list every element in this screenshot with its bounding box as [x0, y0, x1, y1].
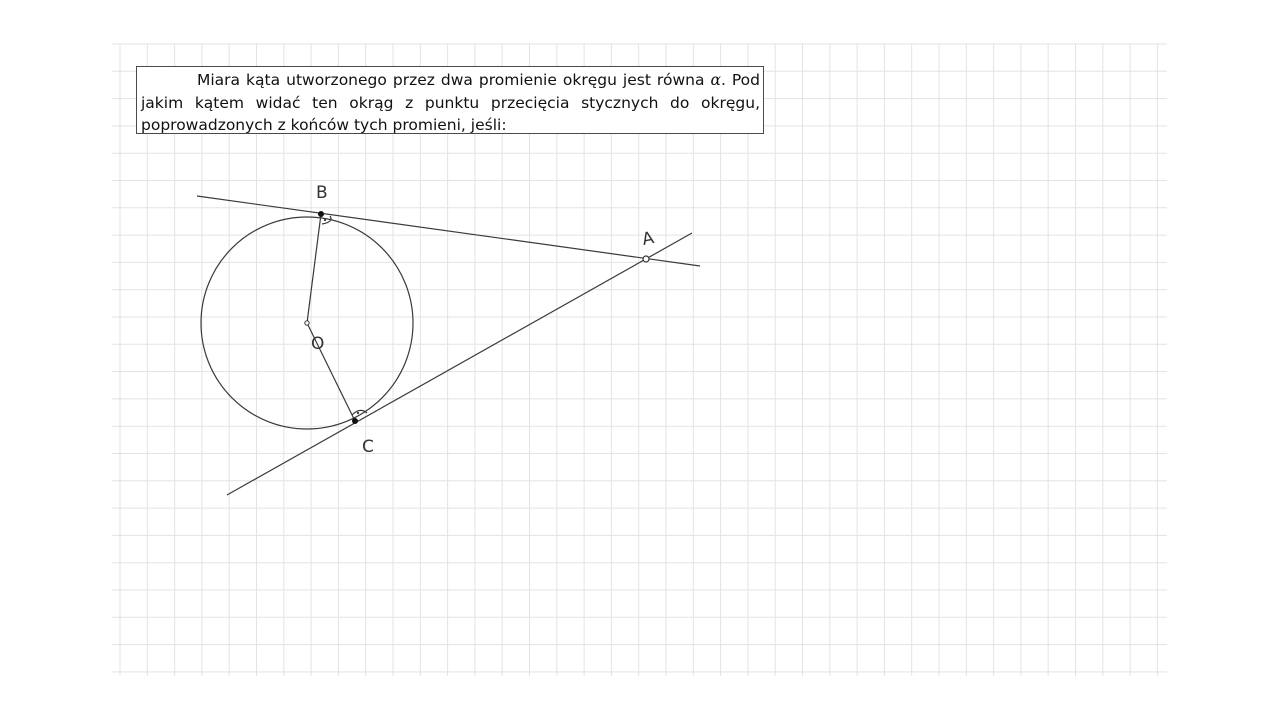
right-angle-dot-c — [357, 412, 359, 414]
problem-text-start: Miara kąta utworzonego przez dwa promienie okręgu jest równa — [197, 71, 711, 89]
label-b: B — [316, 183, 328, 203]
alpha-symbol: α — [710, 71, 721, 89]
label-o: O — [311, 334, 325, 354]
grid-paper — [112, 44, 1167, 676]
problem-text-end: . Pod jakim kątem widać ten okrąg z punktu przecięcia stycznych do okręgu, poprowadzonych z końców tych promieni, jeśli: — [141, 71, 760, 134]
problem-statement-box — [136, 66, 764, 134]
label-a: A — [640, 228, 656, 251]
label-c: C — [362, 437, 374, 457]
point-labels — [311, 183, 656, 457]
radius-ob — [307, 214, 321, 323]
tangent-line-through-b — [197, 196, 700, 266]
right-angle-dot-b — [324, 219, 326, 221]
point-a — [643, 256, 649, 262]
center-o — [305, 321, 309, 325]
tangent-line-through-c — [227, 233, 692, 495]
point-b — [318, 211, 324, 217]
geometry-figure — [197, 196, 700, 495]
right-angle-mark-c — [352, 410, 367, 415]
point-c — [352, 418, 358, 424]
